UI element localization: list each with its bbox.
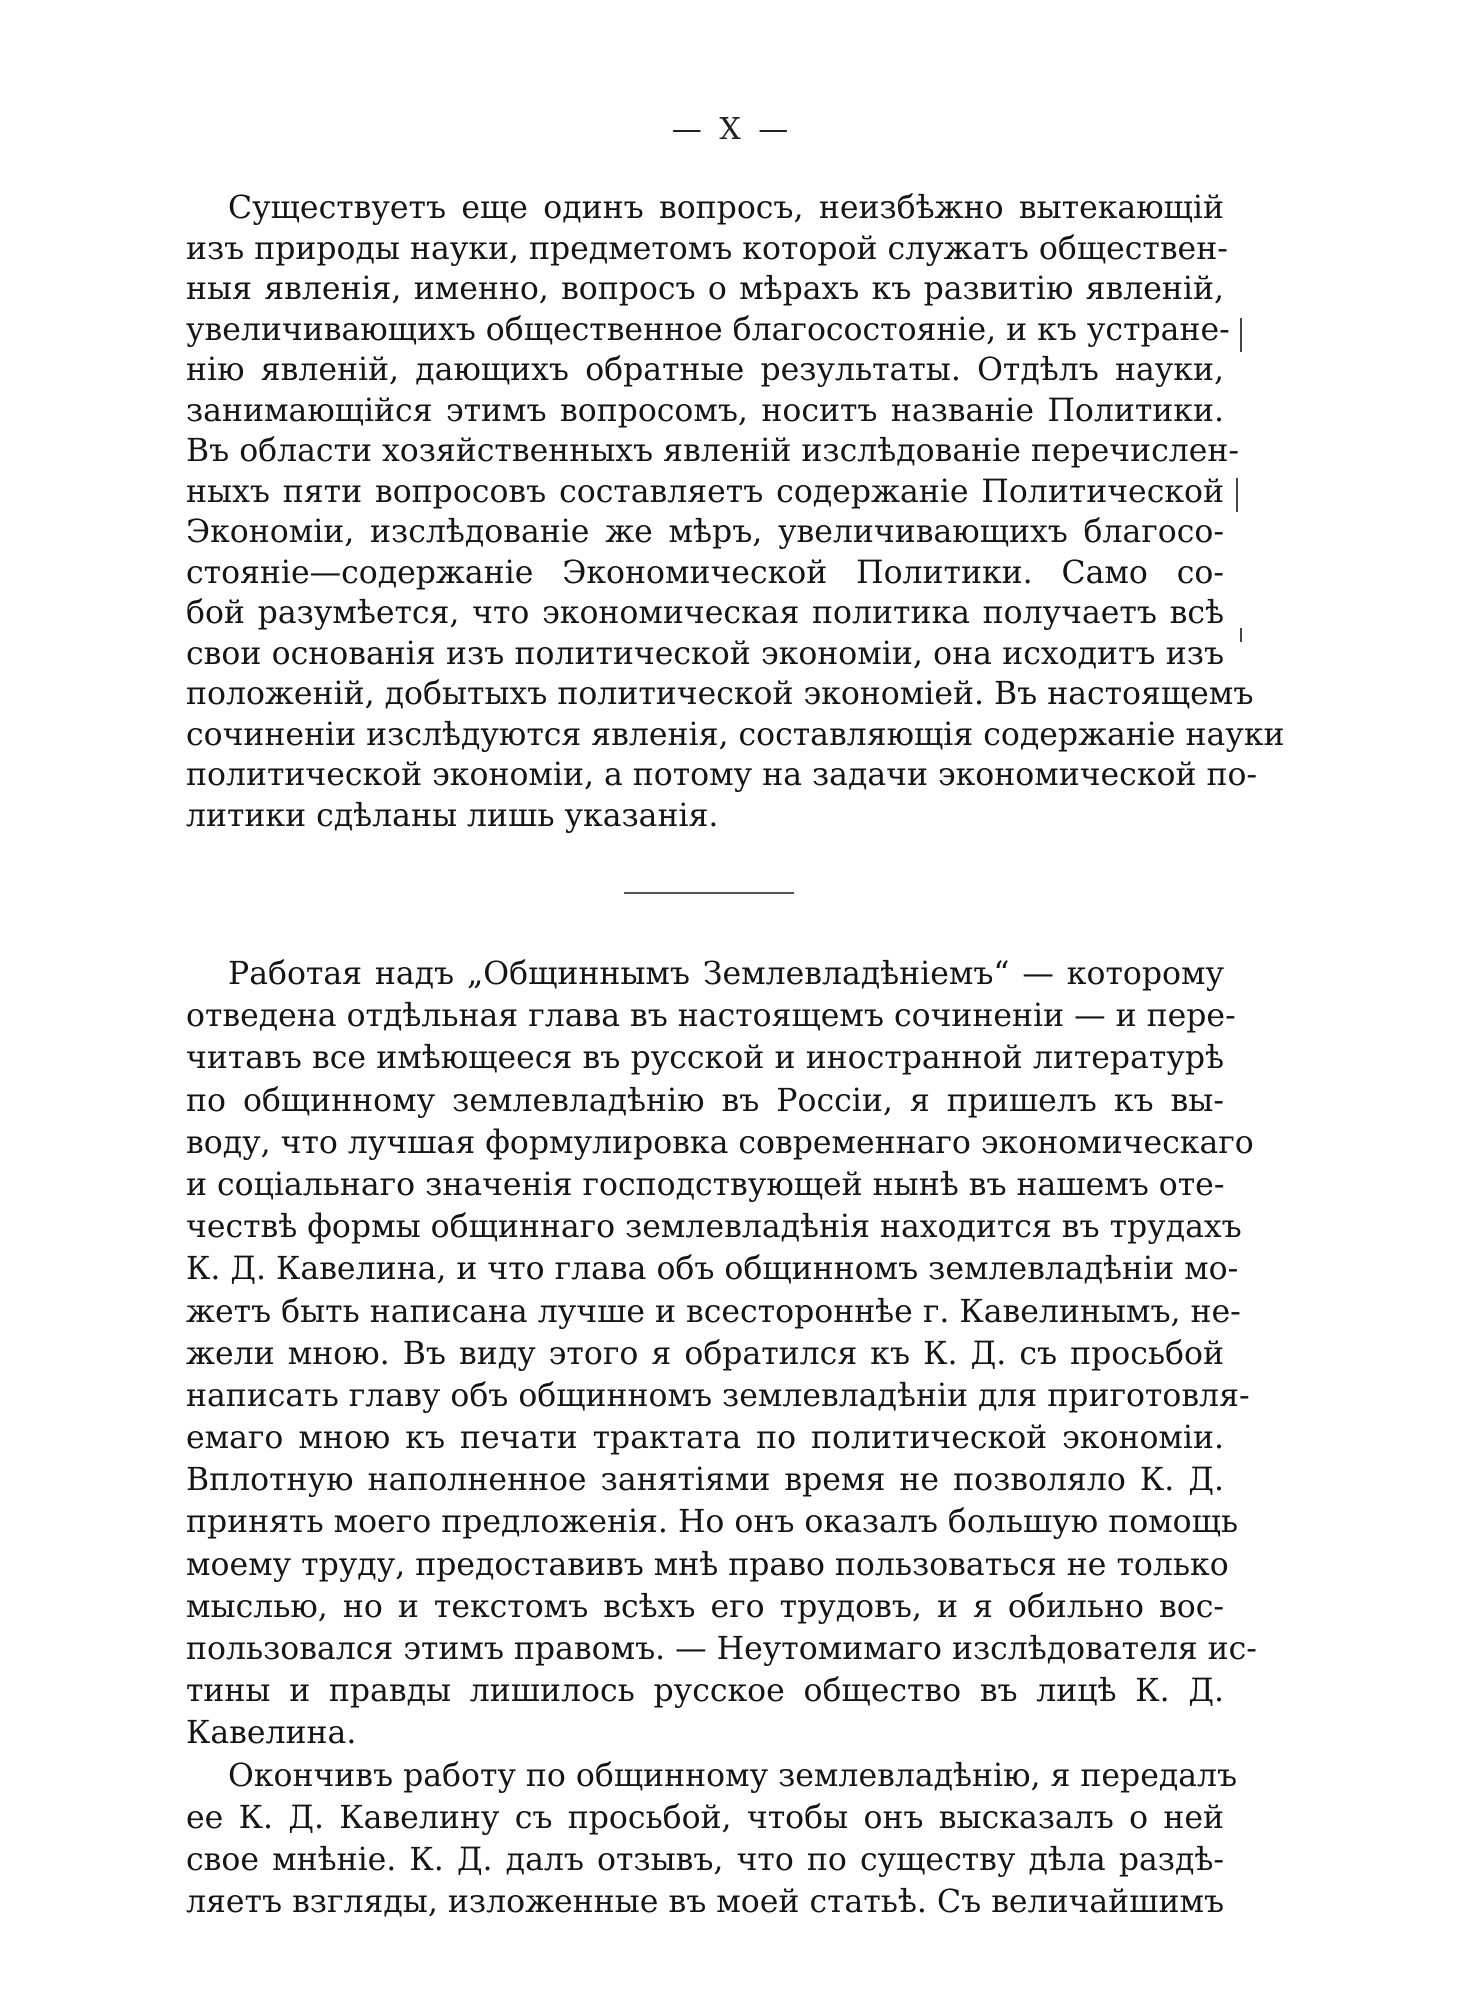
paragraph-kavelin: [186, 953, 1257, 1923]
page-number: — X —: [671, 112, 793, 147]
text-line: сочиненіи изслѣдуются явленія, составляющія содержаніе науки: [186, 716, 1285, 753]
text-line: принять моего предложенія. Но онъ оказалъ большую помощь: [186, 1504, 1239, 1541]
text-line: написать главу объ общинномъ землевладѣніи для приготовля-: [186, 1377, 1250, 1414]
text-line: Вплотную наполненное занятіями время не позволяло К. Д.: [186, 1462, 1224, 1499]
text-line: свое мнѣніе. К. Д. далъ отзывъ, что по существу дѣла раздѣ-: [186, 1841, 1224, 1878]
text-line: пользовался этимъ правомъ. — Неутомимаго изслѣдователя ис-: [186, 1631, 1257, 1667]
text-line: стояніе—содержаніе Экономической Политики. Само со-: [186, 554, 1224, 591]
text-line: мыслью, но и текстомъ всѣхъ его трудовъ, и я обильно вос-: [186, 1588, 1224, 1625]
text-line: и соціальнаго значенія господствующей нынѣ въ нашемъ оте-: [186, 1166, 1225, 1203]
text-line: свои основанія изъ политической экономіи, она исходитъ изъ: [186, 635, 1224, 672]
text-line: изъ природы науки, предметомъ которой служатъ обществен-: [186, 230, 1228, 267]
section-divider: [624, 892, 794, 894]
text-line: ныхъ пяти вопросовъ составляетъ содержаніе Политической: [186, 473, 1224, 510]
text-line: жели мною. Въ виду этого я обратился къ К. Д. съ просьбой: [186, 1335, 1224, 1372]
text-line: ее К. Д. Кавелину съ просьбой, чтобы онъ высказалъ о ней: [186, 1799, 1224, 1836]
text-line: Работая надъ „Общиннымъ Землевладѣніемъ“ — которому: [228, 956, 1224, 992]
text-line: емаго мною къ печати трактата по политической экономіи.: [186, 1420, 1224, 1457]
text-line: чествѣ формы общиннаго землевладѣнія находится въ трудахъ: [186, 1209, 1242, 1246]
margin-mark: [1236, 478, 1238, 512]
text-line: Экономіи, изслѣдованіе же мѣръ, увеличивающихъ благосо-: [186, 514, 1224, 550]
text-line: отведена отдѣльная глава въ настоящемъ сочиненіи — и пере-: [186, 998, 1236, 1035]
margin-mark: [1240, 318, 1242, 352]
text-line: Въ области хозяйственныхъ явленій изслѣдованіе перечислен-: [186, 433, 1240, 469]
text-line: занимающійся этимъ вопросомъ, носитъ названіе Политики.: [186, 392, 1224, 429]
text-line: моему труду, предоставивъ мнѣ право пользоваться не только: [186, 1546, 1229, 1583]
text-line: воду, что лучшая формулировка современнаго экономическаго: [186, 1124, 1254, 1161]
text-line: по общинному землевладѣнію въ Россіи, я пришелъ къ вы-: [186, 1082, 1224, 1119]
text-line: тины и правды лишилось русское общество въ лицѣ К. Д.: [186, 1673, 1224, 1710]
text-line: политической экономіи, а потому на задачи экономической по-: [186, 757, 1258, 793]
paragraph-politics: [186, 188, 1285, 836]
text-line: увеличивающихъ общественное благосостояніе, и къ устране-: [186, 311, 1230, 348]
text-line: ныя явленія, именно, вопросъ о мѣрахъ къ развитію явленій,: [186, 271, 1224, 307]
text-line: Существуетъ еще одинъ вопросъ, неизбѣжно вытекающій: [228, 190, 1224, 226]
text-line: Кавелина.: [186, 1715, 357, 1752]
text-line: К. Д. Кавелина, и что глава объ общинномъ землевладѣніи мо-: [186, 1251, 1239, 1288]
text-line: ляетъ взгляды, изложенные въ моей статьѣ. Съ величайшимъ: [186, 1884, 1224, 1921]
text-line: нію явленій, дающихъ обратные результаты. Отдѣлъ науки,: [186, 352, 1224, 388]
text-line: литики сдѣланы лишь указанія.: [186, 797, 719, 834]
margin-mark: [1240, 628, 1242, 642]
text-line: положеній, добытыхъ политической экономіей. Въ настоящемъ: [186, 676, 1254, 712]
text-line: читавъ все имѣющееся въ русской и иностранной литературѣ: [186, 1040, 1224, 1077]
text-line: жетъ быть написана лучше и всестороннѣе г. Кавелинымъ, не-: [186, 1293, 1241, 1330]
text-line: бой разумѣется, что экономическая политика получаетъ всѣ: [186, 595, 1224, 631]
text-line: Окончивъ работу по общинному землевладѣнію, я передалъ: [228, 1757, 1238, 1794]
